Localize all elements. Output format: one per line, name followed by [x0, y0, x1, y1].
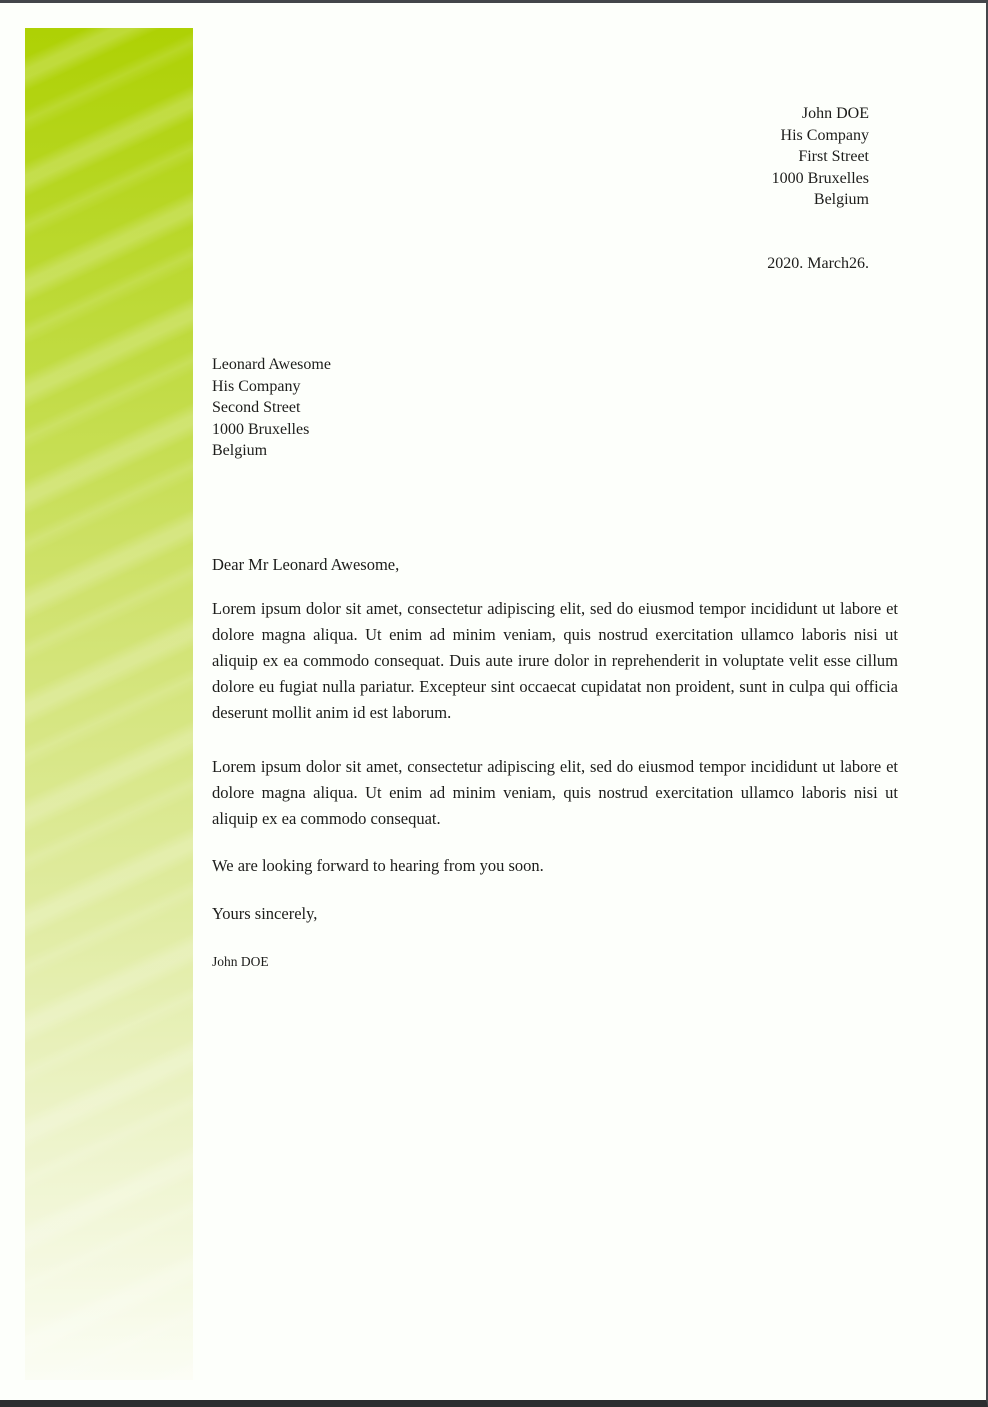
signature-name: John DOE: [212, 953, 269, 969]
closing-phrase: Yours sincerely,: [212, 903, 318, 923]
sender-city: 1000 Bruxelles: [771, 169, 869, 187]
recipient-address: [212, 354, 898, 462]
sender-name: John DOE: [801, 105, 869, 122]
sender-company: His Company: [780, 126, 869, 144]
recipient-company: His Company: [212, 377, 301, 395]
green-gradient-bar: [25, 28, 193, 1380]
body-paragraph-2: Lorem ipsum dolor sit amet, consectetur adipiscing elit, sed do eiusmod tempor incididunt ut labore et dolore magna aliqua. Ut enim ad minim veniam, quis nostrud exercitation ullamco laboris nisi ut aliquip ex ea commodo consequat.: [212, 756, 898, 828]
recipient-name: Leonard Awesome: [212, 356, 331, 373]
farewell-sentence: We are looking forward to hearing from you soon.: [212, 855, 544, 875]
recipient-city: 1000 Bruxelles: [212, 420, 310, 438]
salutation: Dear Mr Leonard Awesome,: [212, 554, 400, 574]
sender-country: Belgium: [813, 191, 869, 208]
sender-address: [212, 103, 898, 211]
letter-content: [212, 3, 898, 972]
letter-date: 2020. March26.: [767, 254, 869, 272]
sender-street: First Street: [798, 148, 869, 165]
recipient-country: Belgium: [212, 442, 268, 459]
body-paragraph-1: Lorem ipsum dolor sit amet, consectetur adipiscing elit, sed do eiusmod tempor incididunt ut labore et dolore magna aliqua. Ut enim ad minim veniam, quis nostrud exercitation ullamco laboris nisi ut aliquip ex ea commodo consequat. Duis aute irure dolor in reprehenderit in voluptate velit esse cillum dolore eu fugiat nulla pariatur. Excepteur sint occaecat cupidatat non proident, sunt in culpa qui officia deserunt mollit anim id est laborum.: [212, 598, 898, 722]
recipient-street: Second Street: [212, 399, 301, 416]
